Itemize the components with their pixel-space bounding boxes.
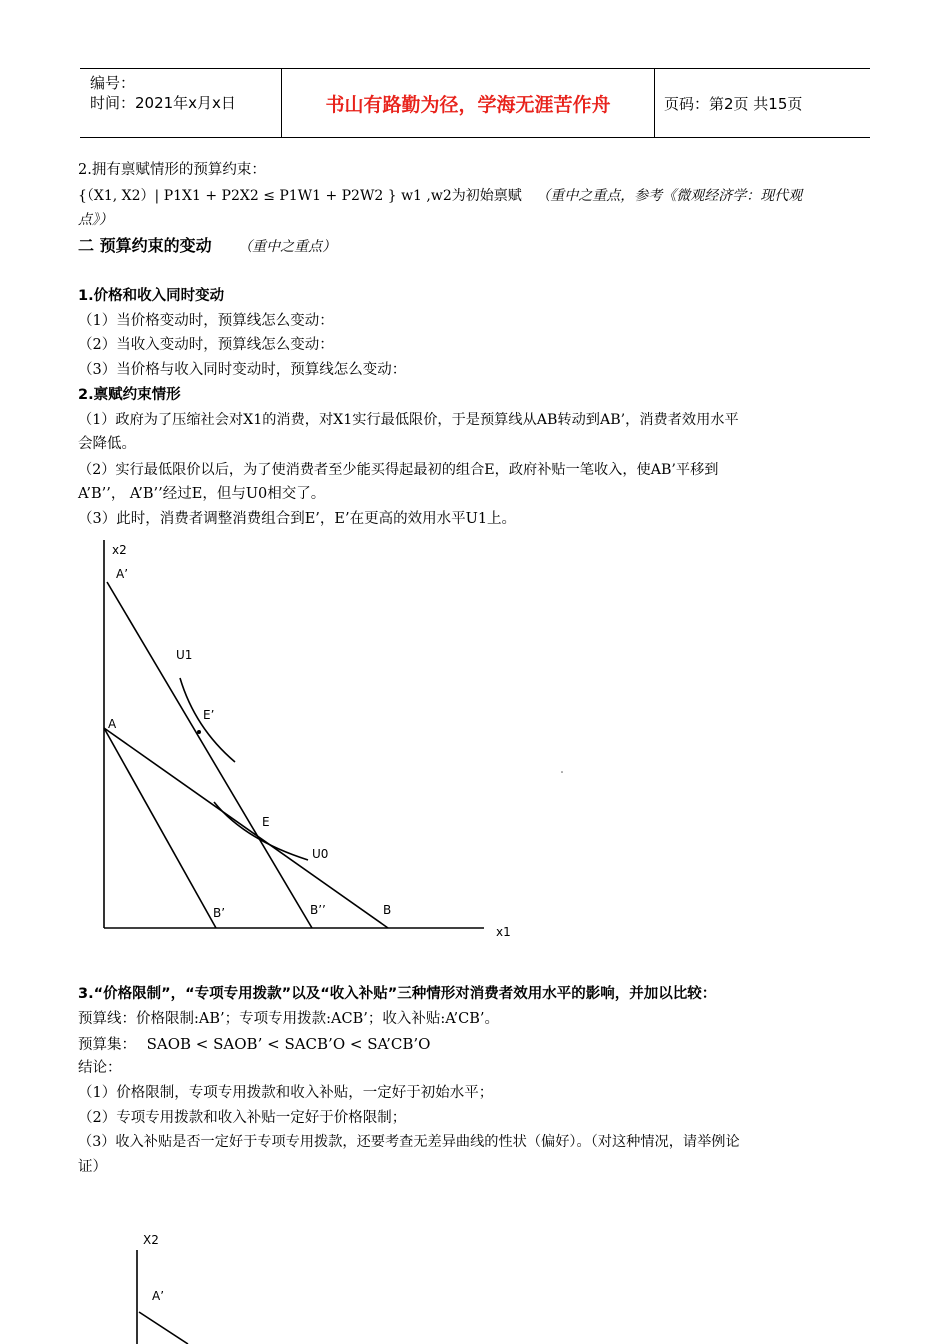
budget-line-a-prime-b-dprime [107, 582, 312, 928]
paragraph: （1）政府为了压缩社会对X1的消费，对X1实行最低限价，于是预算线从AB转动到AB’，消费者效用水平 [78, 412, 739, 428]
budget-line-text: 预算线：价格限制:AB’；专项专用拨款:ACB’；收入补贴:A’CB’。 [78, 1011, 500, 1027]
section-title: 2.拥有禀赋情形的预算约束： [78, 162, 266, 178]
formula-text: {（X1, X2）| P1X1 + P2X2 ≤ P1W1 + P2W2 } w1 ,w2为初始禀赋 [78, 188, 522, 204]
paragraph-cont: 会降低。 [78, 436, 136, 452]
header-motto: 书山有路勤为径，学海无涯苦作舟 [325, 93, 611, 116]
paragraph: （3）此时，消费者调整消费组合到E’，E’在更高的效用水平U1上。 [78, 511, 517, 527]
point-e-prime [197, 730, 201, 734]
budget-diagram [0, 530, 950, 950]
label-a-prime: A’ [116, 567, 129, 581]
conclusion-item-cont: 证） [78, 1159, 107, 1175]
conclusion-item: （1）价格限制，专项专用拨款和收入补贴，一定好于初始水平； [78, 1085, 494, 1101]
budget-set-label: 预算集： [78, 1037, 136, 1053]
paragraph-cont: A’B’’， A’B’’经过E，但与U0相交了。 [78, 486, 326, 502]
formula-note-cont: 点》） [78, 212, 113, 228]
heading-note: （重中之重点） [238, 239, 337, 255]
list-item: （3）当价格与收入同时变动时，预算线怎么变动： [78, 362, 407, 378]
paragraph: （2）实行最低限价以后，为了使消费者至少能买得起最初的组合E，政府补贴一笔收入，使AB’平移到 [78, 462, 719, 478]
time-label: 时间：2021年x月x日 [90, 94, 236, 112]
indifference-curve-u0 [214, 802, 308, 860]
conclusion-item: （3）收入补贴是否一定好于专项专用拨款，还要考查无差异曲线的性状（偏好）。（对这种情况，请举例论 [78, 1134, 740, 1150]
section-heading [78, 236, 336, 257]
label-x1: x1 [496, 925, 511, 939]
label-x2: x2 [112, 543, 127, 557]
label-b: B [383, 903, 392, 917]
subsection-title: 3.“价格限制”，“专项专用拨款”以及“收入补贴”三种情形对消费者效用水平的影响，并加以比较： [78, 986, 717, 1002]
budget-set-text [78, 1034, 430, 1055]
subsection-title: 2.禀赋约束情形 [78, 387, 181, 403]
budget-line-ab-prime [104, 728, 216, 928]
label-x2: X2 [143, 1233, 159, 1247]
label-u1: U1 [176, 648, 193, 662]
budget-set-formula: SAOB < SAOB’ < SACB’O < SA’CB’O [146, 1035, 431, 1053]
budget-line-partial [139, 1312, 188, 1344]
label-a: A [108, 717, 117, 731]
subsection-title: 1.价格和收入同时变动 [78, 288, 225, 304]
header-divider [654, 69, 655, 137]
page-info: 页码：第2页 共15页 [664, 95, 803, 113]
formula-note: （重中之重点，参考《微观经济学：现代观 [536, 188, 803, 204]
comparison-diagram [0, 1220, 950, 1344]
page-header [80, 68, 870, 138]
label-u0: U0 [312, 847, 329, 861]
list-item: （2）当收入变动时，预算线怎么变动： [78, 337, 334, 353]
list-item: （1）当价格变动时，预算线怎么变动： [78, 313, 334, 329]
conclusion-label: 结论： [78, 1060, 122, 1076]
label-e-prime: E’ [203, 708, 215, 722]
heading-text: 二 预算约束的变动 [78, 236, 212, 255]
label-b-dprime: B’’ [310, 903, 326, 917]
label-b-prime: B’ [213, 906, 226, 920]
conclusion-item: （2）专项专用拨款和收入补贴一定好于价格限制； [78, 1110, 407, 1126]
budget-line-ab [104, 728, 388, 928]
header-meta [90, 73, 236, 113]
number-label: 编号： [90, 74, 136, 92]
budget-formula [78, 186, 802, 206]
label-a-prime: A’ [152, 1289, 165, 1303]
label-e: E [262, 815, 270, 829]
stray-dot [561, 771, 563, 773]
